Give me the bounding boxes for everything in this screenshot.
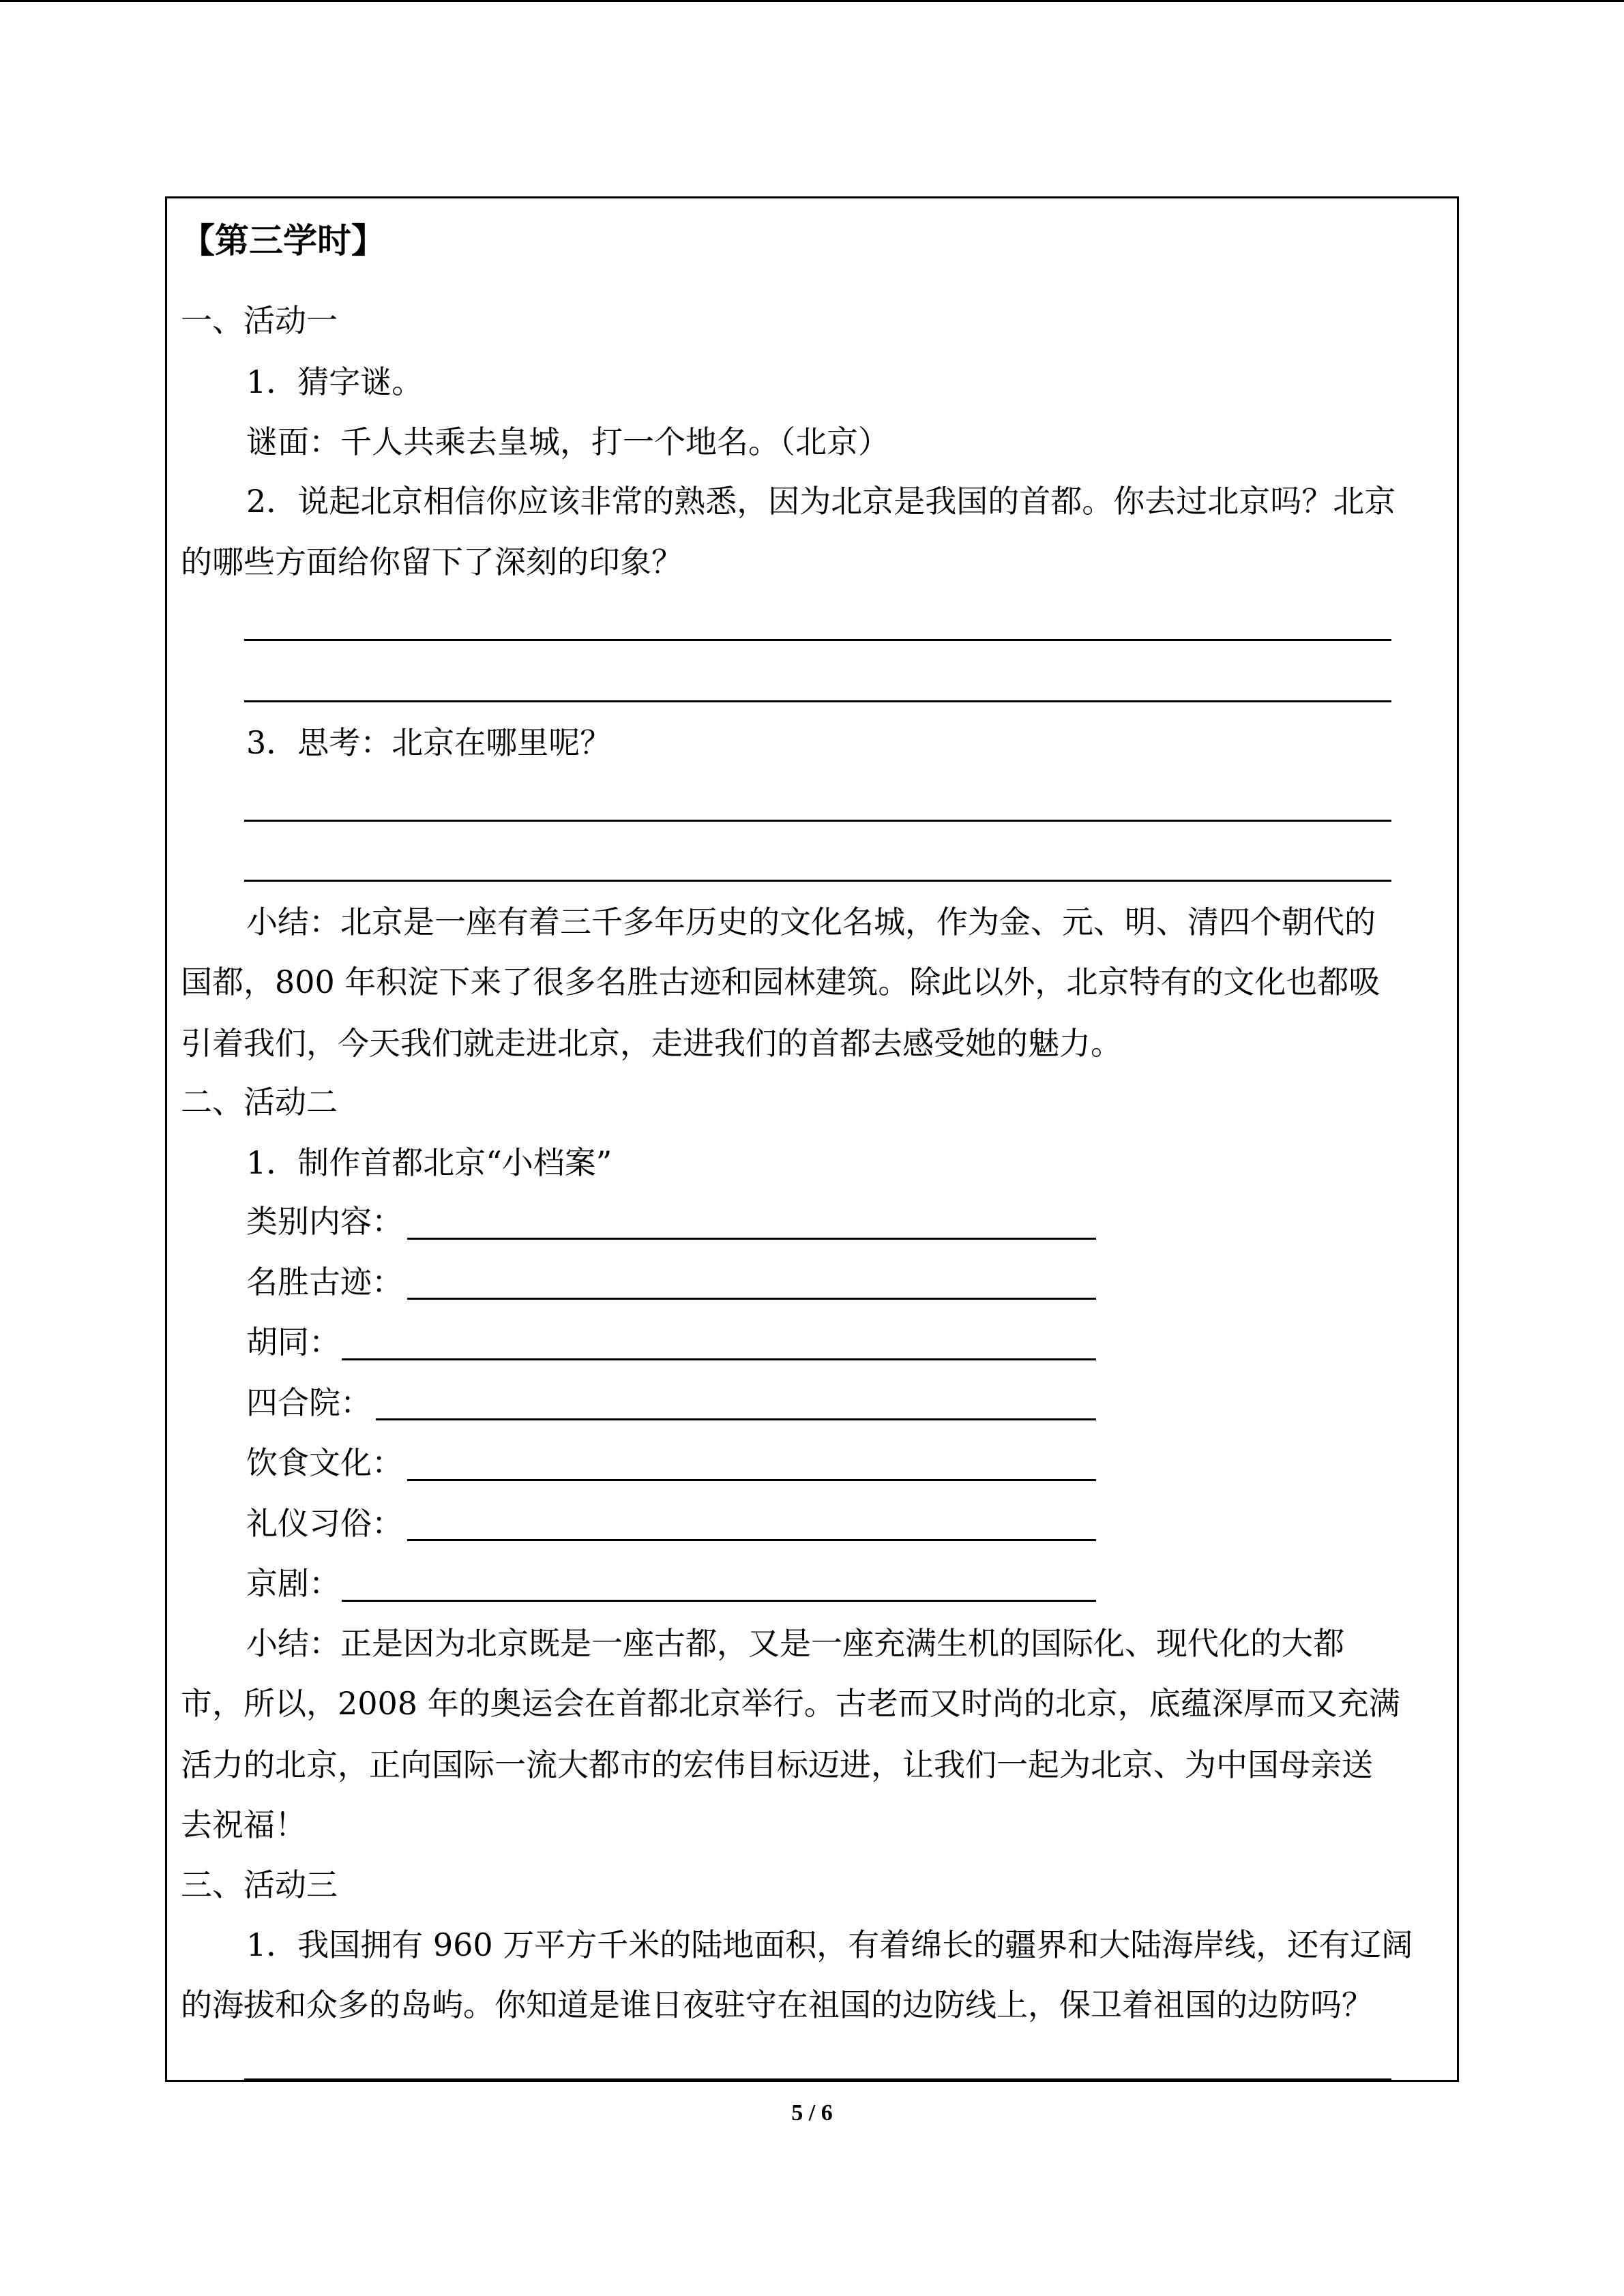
page-number: 5 / 6 xyxy=(791,2100,833,2126)
answer-line xyxy=(244,880,1391,882)
answer-line xyxy=(244,639,1391,641)
answer-line xyxy=(244,700,1391,702)
field-label: 名胜古迹： xyxy=(246,1264,403,1300)
answer-line xyxy=(244,820,1391,822)
activity1-item2-line1: 2．说起北京相信你应该非常的熟悉，因为北京是我国的首都。你去过北京吗？北京 xyxy=(246,483,1396,520)
field-label: 四合院： xyxy=(246,1384,372,1421)
field-label: 类别内容： xyxy=(246,1203,403,1240)
field-label: 胡同： xyxy=(246,1324,340,1360)
activity3-item1-line1: 1．我国拥有 960 万平方千米的陆地面积，有着绵长的疆界和大陆海岸线，还有辽阔 xyxy=(246,1926,1413,1963)
field-label: 饮食文化： xyxy=(246,1444,403,1481)
activity2-item1: 1．制作首都北京“小档案” xyxy=(246,1144,612,1181)
field-line xyxy=(407,1479,1096,1481)
activity2-summary-line3: 活力的北京，正向国际一流大都市的宏伟目标迈进，让我们一起为北京、为中国母亲送 xyxy=(181,1746,1373,1783)
field-line xyxy=(407,1539,1096,1541)
field-line xyxy=(342,1600,1096,1602)
activity2-summary-line1: 小结：正是因为北京既是一座古都，又是一座充满生机的国际化、现代化的大都 xyxy=(246,1625,1344,1662)
activity1-summary-line2: 国都，800 年积淀下来了很多名胜古迹和园林建筑。除此以外，北京特有的文化也都吸 xyxy=(181,964,1381,1000)
field-line xyxy=(342,1358,1096,1360)
activity1-heading: 一、活动一 xyxy=(181,302,338,339)
activity3-item1-line2: 的海拔和众多的岛屿。你知道是谁日夜驻守在祖国的边防线上，保卫着祖国的边防吗？ xyxy=(181,1986,1373,2023)
activity3-heading: 三、活动三 xyxy=(181,1866,338,1903)
activity1-item1: 1．猜字谜。 xyxy=(246,363,424,400)
activity2-summary-line2: 市，所以，2008 年的奥运会在首都北京举行。古老而又时尚的北京，底蕴深厚而又充满 xyxy=(181,1685,1400,1722)
field-label: 礼仪习俗： xyxy=(246,1505,403,1542)
field-line xyxy=(376,1418,1096,1420)
activity2-heading: 二、活动二 xyxy=(181,1084,338,1120)
activity1-riddle: 谜面：千人共乘去皇城，打一个地名。（北京） xyxy=(246,423,889,460)
field-line xyxy=(407,1298,1096,1300)
top-rule xyxy=(0,0,1624,2)
answer-line xyxy=(244,2078,1391,2081)
activity1-item2-line2: 的哪些方面给你留下了深刻的印象？ xyxy=(181,543,683,580)
activity1-summary-line1: 小结：北京是一座有着三千多年历史的文化名城，作为金、元、明、清四个朝代的 xyxy=(246,904,1376,940)
lesson-frame xyxy=(165,196,1459,2082)
field-label: 京剧： xyxy=(246,1565,340,1602)
lesson-title: 【第三学时】 xyxy=(181,221,385,260)
field-line xyxy=(407,1238,1096,1240)
activity2-summary-line4: 去祝福！ xyxy=(181,1806,306,1843)
activity1-item3: 3．思考：北京在哪里呢？ xyxy=(246,724,612,761)
activity1-summary-line3: 引着我们，今天我们就走进北京，走进我们的首都去感受她的魅力。 xyxy=(181,1025,1122,1062)
